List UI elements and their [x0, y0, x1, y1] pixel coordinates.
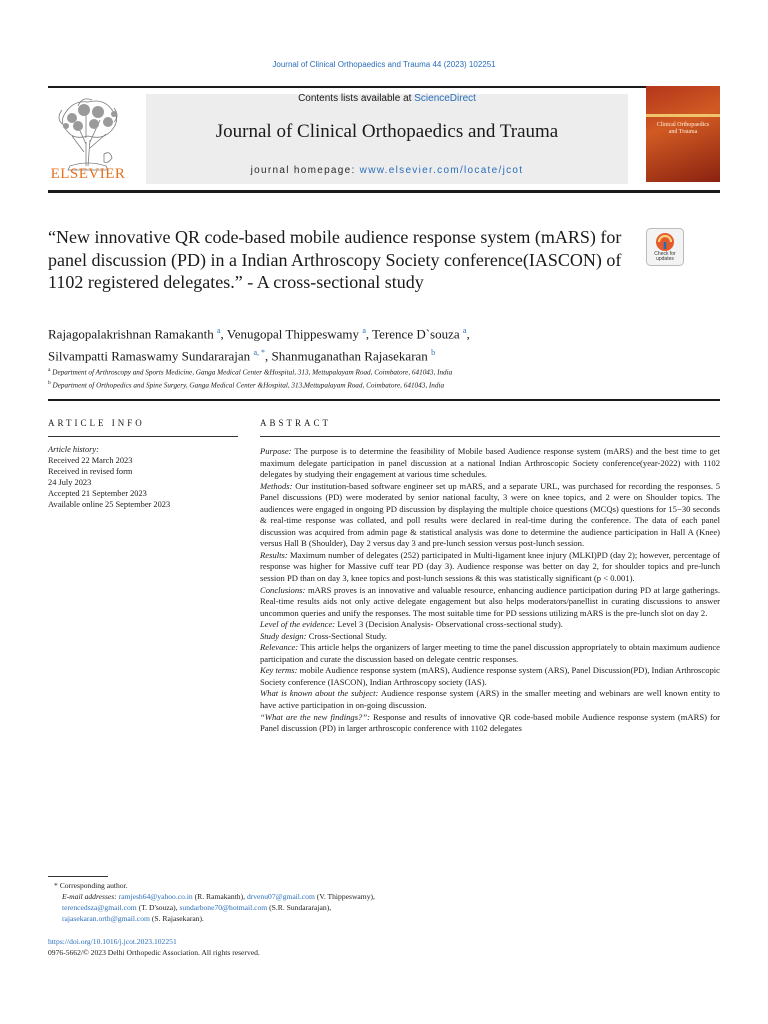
section-text: Cross-Sectional Study. [308, 630, 387, 641]
history-item: Accepted 21 September 2023 [48, 489, 147, 498]
section-text: Response and results of innovative QR code-based mobile Audience response system (mARS) for Panel discussion (PD) in larger arthroscopic conference with 1102 delegates [260, 711, 721, 734]
email-owner: (S.R. Sundararajan), [267, 903, 332, 912]
affiliation-key: b [48, 380, 51, 387]
section-label: Results: [260, 549, 288, 560]
abstract-purpose [260, 446, 720, 481]
author-separator: , [220, 326, 227, 342]
elsevier-wordmark: ELSEVIER [50, 166, 126, 182]
section-label: Purpose: [260, 446, 292, 456]
author-affiliation-marker[interactable]: a [462, 326, 467, 335]
cover-title: Clinical Orthopaedics and Trauma [656, 122, 710, 135]
abstract-conclusions [260, 585, 720, 620]
section-divider [48, 399, 720, 401]
section-label: “What are the new findings?”: [260, 711, 370, 722]
section-label: What is known about the subject: [260, 688, 379, 699]
history-item: Received in revised form [48, 467, 133, 476]
affiliation-key: a [48, 367, 51, 373]
corresponding-author-note: * Corresponding author. [54, 881, 128, 890]
affiliation-text: Department of Orthopedics and Spine Surgery, Ganga Medical Center &Hospital, 313,Mettupalayam Road, Coimbatore, 641043, India [52, 381, 445, 390]
abstract-known [260, 688, 720, 711]
contents-prefix: Contents lists available at [298, 93, 415, 104]
author-separator: , [365, 326, 373, 342]
author-name: Venugopal Thippeswamy [226, 326, 360, 342]
abstract-level-of-evidence [260, 619, 720, 631]
history-item: Received 22 March 2023 [48, 456, 133, 465]
affiliation-item [48, 365, 728, 378]
abstract-heading: ABSTRACT [260, 418, 332, 428]
email-addresses [48, 891, 378, 924]
email-owner: (S. Rajasekaran). [149, 914, 204, 923]
section-text: Our institution-based software engineer set up mARS, and a separate URL, was purchased for recording the responses. 5 Panel discussions (PD) were moderated by senior national faculty, 3 were on knee topics, and 2 were on Shoulder topics. The audiences were engaged in ongoing PD discussion by displaying the multiple choice questions (MCQs) questions for 15−30 seconds & real-time response was collated, and poll results were declared in real-time during the conference. The data of each panel discussion was acquired from admin page & statistical analysis was done to determine the audience participation in Hall A (Knee) versus Hall B (Shoulder), Day 2 versus day 3 and pre-lunch session versus post-lunch session. [260, 480, 720, 549]
abstract-body [260, 446, 720, 735]
author-affiliation-marker[interactable]: b [431, 347, 436, 357]
article-history [48, 444, 238, 510]
section-label: Level of the evidence: [260, 619, 336, 630]
section-text: The purpose is to determine the feasibility of Mobile based Audience response system (mARS) and the best time to get maximum delegate participation in panel discussion at a national Indian Arthroscopic Society conference(year-2022) with 1102 delegates by studying their engagement at various time schedules. [260, 446, 720, 480]
section-text: mobile Audience response system (mARS), Audience response system (ARS), Panel Discussion(PD), Indian Arthroscopic Society conference (IASCON), Indian Arthroscopy society (IAS). [260, 665, 720, 687]
journal-homepage-line [146, 165, 628, 176]
article-info-heading: ARTICLE INFO [48, 418, 145, 428]
footnotes [48, 880, 378, 924]
section-label: Methods: [260, 480, 293, 491]
email-link[interactable]: sundarbone70@hotmail.com [179, 903, 268, 912]
section-label: Relevance: [260, 642, 299, 653]
section-label: Key terms: [260, 665, 298, 676]
section-text: Level 3 (Decision Analysis- Observational cross-sectional study). [337, 619, 563, 630]
article-title: “New innovative QR code-based mobile audience response system (mARS) for panel discussion (PD) in a Indian Arthroscopy Society conference(IASCON) of 1102 registered delegates.” - A cross-sectional study [48, 227, 622, 292]
affiliation-text: Department of Arthroscopy and Sports Medicine, Ganga Medical Center &Hospital, 313, Mettupalayam Road, Coimbatore, 641043, India [52, 368, 453, 377]
author-list [48, 322, 668, 366]
email-owner: (T. D'souza), [136, 903, 180, 912]
history-label: Article history: [48, 445, 99, 454]
author-affiliation-marker[interactable]: a [216, 326, 221, 335]
article-info-rule [48, 436, 238, 437]
section-text: mARS proves is an innovative and valuable resource, enhancing audience participation during PD at large gatherings. Real-time results aids not only active delegate engagement but also helps moderators/panellist in curating discussions to answer uncommon queries and unify the responses. The most suitable time for PD sessions utilizing mARS is the pre-lunch slot on day 2. [260, 584, 720, 618]
abstract-methods [260, 481, 720, 550]
abstract-study-design [260, 631, 720, 643]
email-link[interactable]: terencedsza@gmail.com [62, 903, 137, 912]
sciencedirect-link[interactable]: ScienceDirect [414, 93, 476, 104]
journal-cover-thumbnail[interactable] [646, 86, 720, 182]
email-link[interactable]: ramjesh64@yahoo.co.in [118, 892, 193, 901]
abstract-rule [260, 436, 720, 437]
author-separator: , [466, 326, 470, 342]
contents-available-line [146, 93, 628, 104]
section-text: Audience response system (ARS) in the smaller meeting and webinars are well known entity to have active participation in on-going discussion. [260, 688, 720, 711]
section-text: Maximum number of delegates (252) participated in Multi-ligament knee injury (MLKI)PD (day 2); however, percentage of response was higher for Massive cuff tear PD (day 3). Audience response was better on day 2, for shoulder topics and pre-lunch session PD than on day 3, knee topics and post-lunch sessions & this was statistically significant (p < 0.001). [260, 549, 720, 584]
homepage-prefix: journal homepage: [250, 165, 360, 176]
abstract-relevance [260, 642, 720, 665]
footnote-rule [48, 876, 108, 877]
journal-citation[interactable]: Journal of Clinical Orthopaedics and Trauma 44 (2023) 102251 [272, 60, 496, 69]
author-name: Rajagopalakrishnan Ramakanth [48, 326, 214, 342]
abstract-key-terms [260, 665, 720, 688]
history-item: Available online 25 September 2023 [48, 500, 171, 509]
copyright-line: 0976-5662/© 2023 Delhi Orthopedic Association. All rights reserved. [48, 948, 260, 957]
section-text: This article helps the organizers of larger meeting to time the panel discussion appropriately to obtain maximum audience participation and curate the discussion based on delegate centric responses. [260, 642, 720, 664]
affiliation-item [48, 378, 728, 391]
email-owner: (R. Ramakanth), [192, 892, 247, 901]
email-owner: (V. Thippeswamy), [314, 892, 375, 901]
author-name: Terence D`souza [372, 326, 460, 342]
doi-link[interactable]: https://doi.org/10.1016/j.jcot.2023.102251 [48, 937, 177, 946]
affiliation-list [48, 365, 728, 392]
header-bottom-rule [48, 190, 720, 193]
abstract-results [260, 550, 720, 585]
journal-homepage-link[interactable]: www.elsevier.com/locate/jcot [359, 165, 524, 176]
cover-band [646, 114, 720, 117]
email-link[interactable]: drvenu07@gmail.com [246, 892, 315, 901]
check-for-updates-label: Check for updates [654, 251, 676, 263]
header-top-rule [48, 86, 720, 88]
author-affiliation-marker[interactable]: a [362, 326, 366, 335]
email-link[interactable]: rajasekaran.orth@gmail.com [62, 914, 150, 923]
history-item: 24 July 2023 [48, 478, 92, 487]
author-name: Silvampatti Ramaswamy Sundararajan [48, 348, 251, 364]
email-label: E-mail addresses: [62, 892, 117, 901]
author-separator: , [265, 348, 272, 364]
abstract-new-findings [260, 712, 720, 735]
author-name: Shanmuganathan Rajasekaran [271, 348, 428, 364]
section-label: Conclusions: [260, 584, 306, 595]
section-label: Study design: [260, 630, 307, 641]
journal-name: Journal of Clinical Orthopaedics and Trauma [215, 121, 559, 142]
author-affiliation-marker[interactable]: a, * [253, 347, 265, 357]
